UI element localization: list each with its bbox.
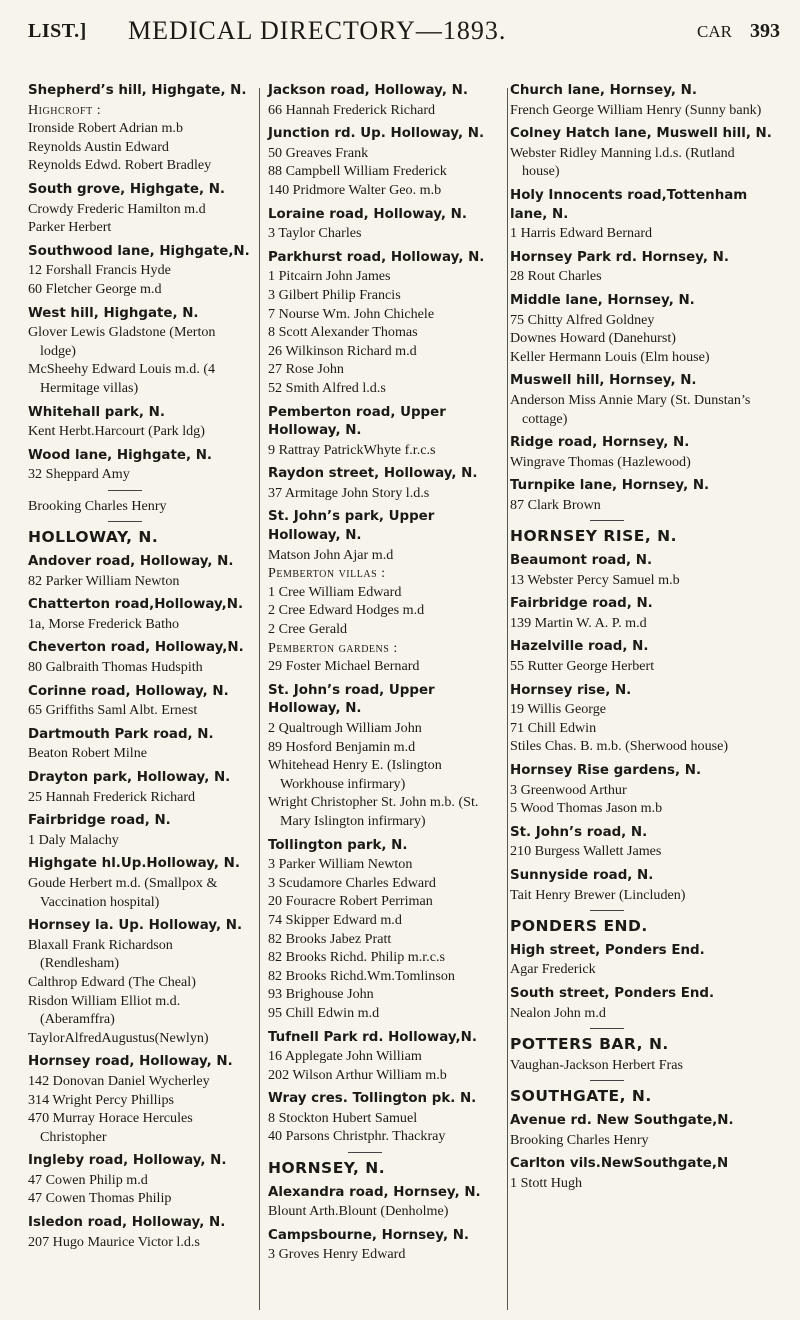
directory-entry: Keller Hermann Louis (Elm house) (510, 348, 710, 365)
directory-entry: 13 Webster Percy Samuel m.b (510, 571, 680, 588)
directory-entry: 20 Fouracre Robert Perriman (268, 893, 433, 910)
directory-entry: 9 Rattray PatrickWhyte f.r.c.s (268, 441, 436, 458)
street-heading: South grove, Highgate, N. (28, 181, 225, 197)
street-heading: Hornsey Rise gardens, N. (510, 763, 702, 778)
section-divider (348, 1152, 382, 1153)
directory-entry: 207 Hugo Maurice Victor l.d.s (28, 1233, 200, 1250)
directory-entry: 3 Groves Henry Edward (268, 1246, 406, 1263)
directory-entry: 26 Wilkinson Richard m.d (268, 342, 417, 359)
street-heading: Highgate hl.Up.Holloway, N. (28, 856, 240, 872)
street-heading: South street, Ponders End. (510, 985, 715, 1001)
directory-entry: 210 Burgess Wallett James (510, 843, 662, 860)
district-heading: POTTERS BAR, N. (510, 1035, 669, 1054)
directory-entry: 52 Smith Alfred l.d.s (268, 379, 386, 396)
section-abbrev: CAR (697, 22, 732, 41)
directory-entry: Brooking Charles Henry (510, 1131, 649, 1148)
directory-entry: 37 Armitage John Story l.d.s (268, 484, 430, 501)
street-heading: Colney Hatch lane, Muswell hill, N. (510, 126, 772, 142)
street-heading: Raydon street, Holloway, N. (268, 466, 478, 482)
street-heading: West hill, Highgate, N. (28, 305, 199, 321)
directory-entry: Vaughan-Jackson Herbert Fras (510, 1056, 683, 1073)
directory-entry: 74 Skipper Edward m.d (268, 911, 402, 928)
directory-entry: 1 Cree William Edward (268, 583, 402, 600)
street-heading: Shepherd’s hill, Highgate, N. (28, 83, 247, 98)
directory-entry: Agar Frederick (510, 961, 596, 978)
directory-entry: Ironside Robert Adrian m.b (28, 120, 184, 137)
directory-entry: 95 Chill Edwin m.d (268, 1004, 380, 1021)
street-heading: Wray cres. Tollington pk. N. (268, 1091, 477, 1107)
street-heading: Hornsey Park rd. Hornsey, N. (510, 249, 729, 265)
directory-entry: 1a, Morse Frederick Batho (28, 615, 180, 632)
directory-entry: Anderson Miss Annie Mary (St. Dunstan’s cottage) (510, 391, 751, 427)
directory-entry: 8 Scott Alexander Thomas (268, 324, 418, 341)
street-heading: Ingleby road, Holloway, N. (28, 1153, 227, 1169)
street-heading: Isledon road, Holloway, N. (28, 1215, 226, 1231)
directory-entry: Wright Christopher St. John m.b. (St. Mary Islington infirmary) (268, 794, 479, 829)
section-divider (590, 1080, 624, 1081)
directory-entry: 202 Wilson Arthur William m.b (268, 1066, 447, 1083)
directory-entry: Goude Herbert m.d. (Smallpox & Vaccination hospital) (28, 874, 218, 910)
directory-entry: Tait Henry Brewer (Lincluden) (510, 886, 686, 903)
directory-entry: 2 Cree Edward Hodges m.d (268, 602, 425, 619)
directory-entry: Blount Arth.Blount (Denholme) (268, 1203, 449, 1220)
directory-entry: 5 Wood Thomas Jason m.b (510, 800, 663, 817)
street-heading: Avenue rd. New Southgate,N. (510, 1112, 734, 1128)
directory-entry: 140 Pridmore Walter Geo. m.b (268, 181, 442, 198)
directory-entry: 16 Applegate John William (268, 1048, 422, 1065)
directory-entry: 47 Cowen Thomas Philip (28, 1190, 172, 1207)
running-title: MEDICAL DIRECTORY—1893. (128, 16, 507, 45)
directory-entry: 1 Stott Hugh (510, 1174, 583, 1191)
directory-entry: 87 Clark Brown (510, 496, 601, 513)
street-heading: Cheverton road, Holloway,N. (28, 640, 244, 656)
directory-entry: 1 Pitcairn John James (268, 268, 391, 285)
directory-entry: 142 Donovan Daniel Wycherley (28, 1072, 210, 1089)
directory-entry: Beaton Robert Milne (28, 745, 147, 762)
street-heading: St. John’s road, Upper Holloway, N. (268, 682, 435, 717)
directory-entry: 27 Rose John (268, 361, 344, 378)
directory-entry: Stiles Chas. B. m.b. (Sherwood house) (510, 738, 729, 755)
directory-entry: 7 Nourse Wm. John Chichele (268, 305, 435, 322)
street-heading: Beaumont road, N. (510, 553, 653, 569)
street-heading: Hazelville road, N. (510, 639, 649, 655)
section-divider (590, 910, 624, 911)
street-heading: Hornsey la. Up. Holloway, N. (28, 918, 243, 934)
section-divider (590, 520, 624, 521)
directory-entry: 470 Murray Horace Hercules Christopher (28, 1110, 193, 1145)
directory-entry: Downes Howard (Danehurst) (510, 330, 676, 347)
directory-column-3 (510, 82, 772, 1192)
street-heading: Corinne road, Holloway, N. (28, 683, 229, 699)
section-divider (108, 490, 142, 491)
directory-entry: Parker Herbert (28, 219, 112, 236)
directory-entry: 75 Chitty Alfred Goldney (510, 311, 655, 328)
directory-entry: TaylorAlfredAugustus(Newlyn) (28, 1029, 209, 1046)
street-heading: Church lane, Hornsey, N. (510, 83, 697, 98)
directory-entry: 3 Taylor Charles (268, 225, 362, 242)
street-heading: Campsbourne, Hornsey, N. (268, 1227, 469, 1243)
street-heading: Chatterton road,Holloway,N. (28, 597, 244, 613)
directory-entry: 40 Parsons Christphr. Thackray (268, 1128, 446, 1145)
directory-entry: 82 Brooks Jabez Pratt (268, 930, 392, 947)
street-heading: Jackson road, Holloway, N. (268, 83, 468, 98)
street-heading: Southwood lane, Highgate,N. (28, 243, 250, 259)
street-heading: Wood lane, Highgate, N. (28, 447, 212, 463)
street-heading: Carlton vils.NewSouthgate,N (510, 1156, 729, 1172)
directory-entry: 314 Wright Percy Phillips (28, 1091, 174, 1108)
street-heading: Tufnell Park rd. Holloway,N. (268, 1029, 477, 1045)
street-heading: Whitehall park, N. (28, 404, 165, 420)
street-heading: Sunnyside road, N. (510, 867, 654, 883)
directory-entry: Nealon John m.d (510, 1004, 606, 1021)
street-heading: Turnpike lane, Hornsey, N. (510, 478, 710, 494)
directory-entry: 3 Gilbert Philip Francis (268, 286, 401, 303)
street-heading: Pemberton road, Upper Holloway, N. (268, 404, 446, 439)
subheading: Highcroft : (28, 101, 102, 118)
directory-entry: 32 Sheppard Amy (28, 466, 130, 483)
directory-entry: Wingrave Thomas (Hazlewood) (510, 453, 691, 470)
district-heading: HOLLOWAY, N. (28, 528, 159, 547)
directory-entry: Glover Lewis Gladstone (Merton lodge) (28, 324, 216, 359)
directory-entry: 2 Cree Gerald (268, 621, 348, 638)
street-heading: Hornsey road, Holloway, N. (28, 1054, 233, 1070)
street-heading: Andover road, Holloway, N. (28, 554, 234, 570)
directory-entry: 3 Parker William Newton (268, 856, 413, 873)
street-heading: Tollington park, N. (268, 837, 408, 853)
directory-entry: Calthrop Edward (The Cheal) (28, 973, 196, 990)
street-heading: Loraine road, Holloway, N. (268, 206, 467, 222)
page-number: 393 (750, 20, 780, 42)
directory-entry: 3 Scudamore Charles Edward (268, 874, 436, 891)
district-heading: SOUTHGATE, N. (510, 1087, 652, 1106)
directory-entry: 139 Martin W. A. P. m.d (510, 614, 647, 631)
directory-entry: 93 Brighouse John (268, 986, 374, 1003)
subheading: Pemberton villas : (268, 565, 386, 582)
street-heading: Drayton park, Holloway, N. (28, 770, 231, 785)
street-heading: Muswell hill, Hornsey, N. (510, 373, 697, 389)
directory-entry: Risdon William Elliot m.d. (Aberamffra) (28, 992, 181, 1028)
directory-entry: 82 Brooks Richd.Wm.Tomlinson (268, 967, 455, 984)
directory-entry: 47 Cowen Philip m.d (28, 1171, 148, 1188)
directory-column-2 (268, 82, 504, 1264)
section-divider (108, 521, 142, 522)
list-label: LIST.] (28, 20, 87, 42)
district-heading: HORNSEY, N. (268, 1159, 386, 1178)
street-heading: Fairbridge road, N. (28, 813, 171, 829)
directory-entry: 12 Forshall Francis Hyde (28, 262, 171, 279)
directory-entry: McSheehy Edward Louis m.d. (4 Hermitage villas) (28, 361, 216, 396)
section-divider (590, 1028, 624, 1029)
district-heading: PONDERS END. (510, 917, 648, 936)
directory-entry: 82 Brooks Richd. Philip m.r.c.s (268, 949, 445, 966)
directory-entry: 55 Rutter George Herbert (510, 658, 655, 675)
directory-entry: 82 Parker William Newton (28, 572, 180, 589)
directory-entry: 89 Hosford Benjamin m.d (268, 738, 416, 755)
street-heading: Hornsey rise, N. (510, 682, 632, 698)
page-header (28, 14, 780, 54)
street-heading: High street, Ponders End. (510, 942, 705, 958)
directory-entry: Reynolds Austin Edward (28, 138, 169, 155)
directory-entry: Webster Ridley Manning l.d.s. (Rutland house) (510, 144, 735, 180)
directory-entry: Reynolds Edwd. Robert Bradley (28, 157, 212, 174)
subheading: Pemberton gardens : (268, 639, 398, 656)
directory-entry: Whitehead Henry E. (Islington Workhouse infirmary) (268, 757, 442, 792)
street-heading: St. John’s road, N. (510, 824, 648, 840)
column-rule (259, 88, 260, 1310)
directory-entry: Matson John Ajar m.d (268, 546, 394, 563)
directory-entry: 3 Greenwood Arthur (510, 781, 627, 798)
directory-entry: Kent Herbt.Harcourt (Park ldg) (28, 423, 205, 440)
district-heading: HORNSEY RISE, N. (510, 527, 678, 546)
directory-entry: 88 Campbell William Frederick (268, 163, 447, 180)
directory-entry: 19 Willis George (510, 701, 606, 718)
directory-entry: 80 Galbraith Thomas Hudspith (28, 659, 203, 676)
street-heading: Junction rd. Up. Holloway, N. (268, 126, 485, 142)
directory-entry: 65 Griffiths Saml Albt. Ernest (28, 702, 198, 719)
directory-entry: 50 Greaves Frank (268, 144, 369, 161)
directory-entry: 25 Hannah Frederick Richard (28, 788, 196, 805)
directory-entry: Crowdy Frederic Hamilton m.d (28, 200, 206, 217)
street-heading: Holy Innocents road,Tottenham lane, N. (510, 187, 748, 222)
directory-entry: 29 Foster Michael Bernard (268, 658, 420, 675)
directory-entry: 60 Fletcher George m.d (28, 280, 162, 297)
directory-entry: 8 Stockton Hubert Samuel (268, 1109, 418, 1126)
street-heading: Alexandra road, Hornsey, N. (268, 1184, 481, 1200)
column-rule (507, 88, 508, 1310)
directory-entry: 28 Rout Charles (510, 268, 602, 285)
directory-entry: French George William Henry (Sunny bank) (510, 101, 762, 118)
street-heading: Ridge road, Hornsey, N. (510, 435, 690, 451)
directory-entry: Brooking Charles Henry (28, 497, 167, 514)
street-heading: Parkhurst road, Holloway, N. (268, 249, 485, 265)
street-heading: Middle lane, Hornsey, N. (510, 292, 695, 308)
directory-entry: 71 Chill Edwin (510, 719, 597, 736)
street-heading: Fairbridge road, N. (510, 596, 653, 612)
directory-entry: 1 Daly Malachy (28, 831, 119, 848)
directory-column-1 (28, 82, 252, 1251)
directory-entry: Blaxall Frank Richardson (Rendlesham) (28, 936, 173, 972)
directory-entry: 1 Harris Edward Bernard (510, 225, 653, 242)
street-heading: St. John’s park, Upper Holloway, N. (268, 509, 435, 544)
directory-entry: 2 Qualtrough William John (268, 720, 422, 736)
street-heading: Dartmouth Park road, N. (28, 726, 214, 742)
directory-entry: 66 Hannah Frederick Richard (268, 101, 436, 118)
